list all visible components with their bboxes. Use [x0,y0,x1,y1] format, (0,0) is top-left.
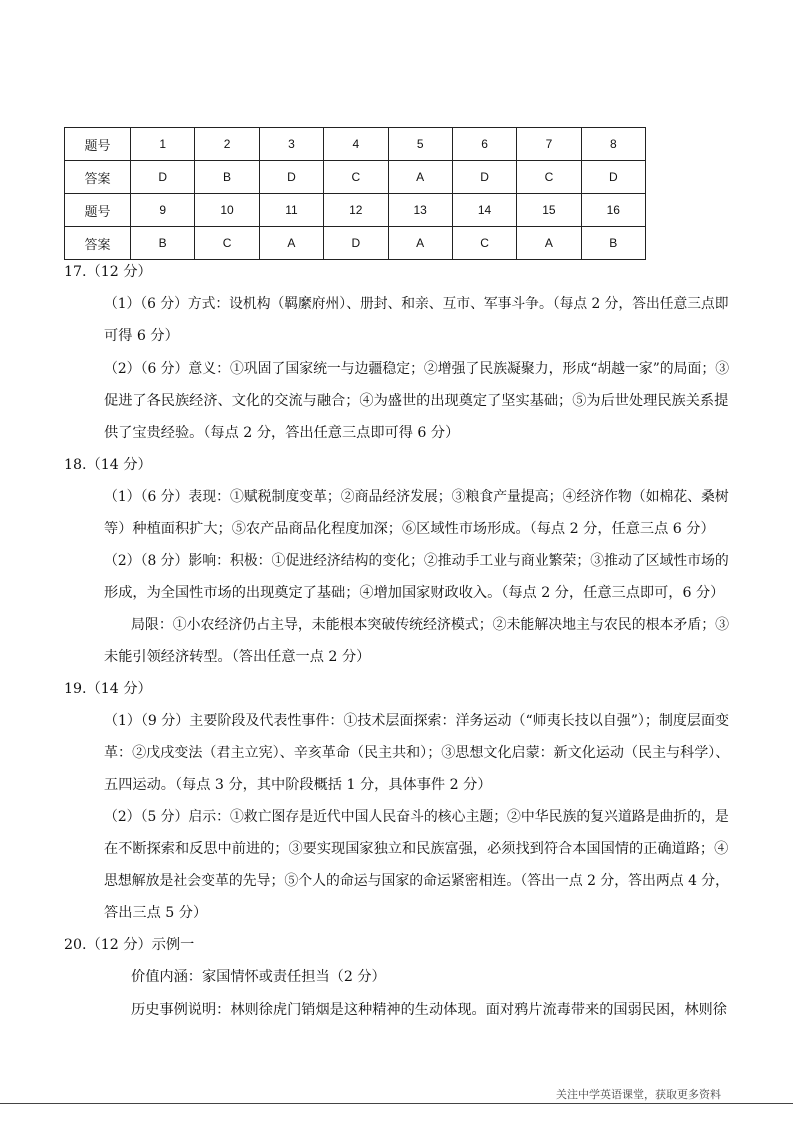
table-cell: 13 [388,194,452,227]
table-cell: 2 [195,128,259,161]
q17-part2-line: 促进了各民族经济、文化的交流与融合；④为盛世的出现奠定了坚实基础；⑤为后世处理民族关系提 [104,393,729,409]
q18-part1-line: （1）（6 分）表现：①赋税制度变革；②商品经济发展；③粮食产量提高；④经济作物（如棉花、桑树 [104,489,729,505]
table-cell: 11 [259,194,323,227]
q19-part1-line: 五四运动。（每点 3 分，其中阶段概括 1 分，具体事件 2 分） [104,777,492,793]
table-cell: 10 [195,194,259,227]
table-cell: 14 [452,194,516,227]
table-row [65,194,646,227]
question-20-heading: 20.（12 分）示例一 [64,937,195,953]
q19-part2-line: 在不断探索和反思中前进的；③要实现国家独立和民族富强，必须找到符合本国国情的正确道路；④ [104,841,729,857]
row-header: 题号 [65,128,131,161]
table-cell: 7 [517,128,581,161]
table-cell: 9 [131,194,195,227]
table-cell: 3 [259,128,323,161]
table-cell: D [259,161,323,194]
row-header: 题号 [65,194,131,227]
table-cell: B [131,227,195,260]
q18-part1-line: 等）种植面积扩大；⑤农产品商品化程度加深；⑥区域性市场形成。（每点 2 分，任意三点 6 分） [104,521,715,537]
table-cell: D [131,161,195,194]
q19-part1-line: 革：②戊戌变法（君主立宪）、辛亥革命（民主共和）；③思想文化启蒙：新文化运动（民主与科学）、 [104,745,730,761]
q20-value-line: 价值内涵：家国情怀或责任担当（2 分） [131,969,386,985]
table-cell: A [388,227,452,260]
q18-limitation-line: 未能引领经济转型。（答出任意一点 2 分） [104,649,371,665]
table-cell: 5 [388,128,452,161]
table-cell: 12 [324,194,388,227]
row-header: 答案 [65,161,131,194]
q17-part2-line: 供了宝贵经验。（每点 2 分，答出任意三点即可得 6 分） [104,425,460,441]
table-cell: A [259,227,323,260]
q18-limitation-line: 局限：①小农经济仍占主导，未能根本突破传统经济模式；②未能解决地主与农民的根本矛盾；③ [131,617,730,633]
table-row [65,161,646,194]
table-cell: D [452,161,516,194]
table-cell: D [324,227,388,260]
table-cell: B [195,161,259,194]
row-header: 答案 [65,227,131,260]
answer-table [64,127,646,260]
q19-part2-line: 思想解放是社会变革的先导；⑤个人的命运与国家的命运紧密相连。（答出一点 2 分，答出两点 4 分， [104,873,730,889]
table-cell: D [581,161,645,194]
table-cell: C [324,161,388,194]
table-cell: A [517,227,581,260]
question-19-heading: 19.（14 分） [64,681,152,697]
question-17-heading: 17.（12 分） [64,264,152,280]
q19-part1-line: （1）（9 分）主要阶段及代表性事件：①技术层面探索：洋务运动（“师夷长技以自强”）；制度层面变 [104,713,729,729]
table-cell: 4 [324,128,388,161]
table-cell: 1 [131,128,195,161]
q17-part1-line: 可得 6 分） [104,328,179,344]
q19-part2-line: 答出三点 5 分） [104,905,208,921]
table-cell: C [452,227,516,260]
q17-part1-line: （1）（6 分）方式：设机构（羁縻府州）、册封、和亲、互市、军事斗争。（每点 2 分，答出任意三点即 [104,296,729,312]
table-cell: 8 [581,128,645,161]
table-cell: A [388,161,452,194]
table-row [65,227,646,260]
table-cell: 16 [581,194,645,227]
q17-part2-line: （2）（6 分）意义：①巩固了国家统一与边疆稳定；②增强了民族凝聚力，形成“胡越一家”的局面；③ [104,361,730,377]
table-cell: 15 [517,194,581,227]
q19-part2-line: （2）（5 分）启示：①救亡图存是近代中国人民奋斗的核心主题；②中华民族的复兴道路是曲折的，是 [104,809,729,825]
footer-note: 关注中学英语课堂，获取更多资料 [556,1088,721,1101]
footer-divider [0,1103,793,1104]
q18-part2-line: （2）（8 分）影响：积极：①促进经济结构的变化；②推动手工业与商业繁荣；③推动了区域性市场的 [104,553,729,569]
question-18-heading: 18.（14 分） [64,457,152,473]
table-cell: C [195,227,259,260]
table-cell: C [517,161,581,194]
table-row [65,128,646,161]
table-cell: 6 [452,128,516,161]
q18-part2-line: 形成，为全国性市场的出现奠定了基础；④增加国家财政收入。（每点 2 分，任意三点即可，6 分） [104,585,725,601]
table-cell: B [581,227,645,260]
q20-example-line: 历史事例说明：林则徐虎门销烟是这种精神的生动体现。面对鸦片流毒带来的国弱民困，林则徐 [131,1002,727,1018]
